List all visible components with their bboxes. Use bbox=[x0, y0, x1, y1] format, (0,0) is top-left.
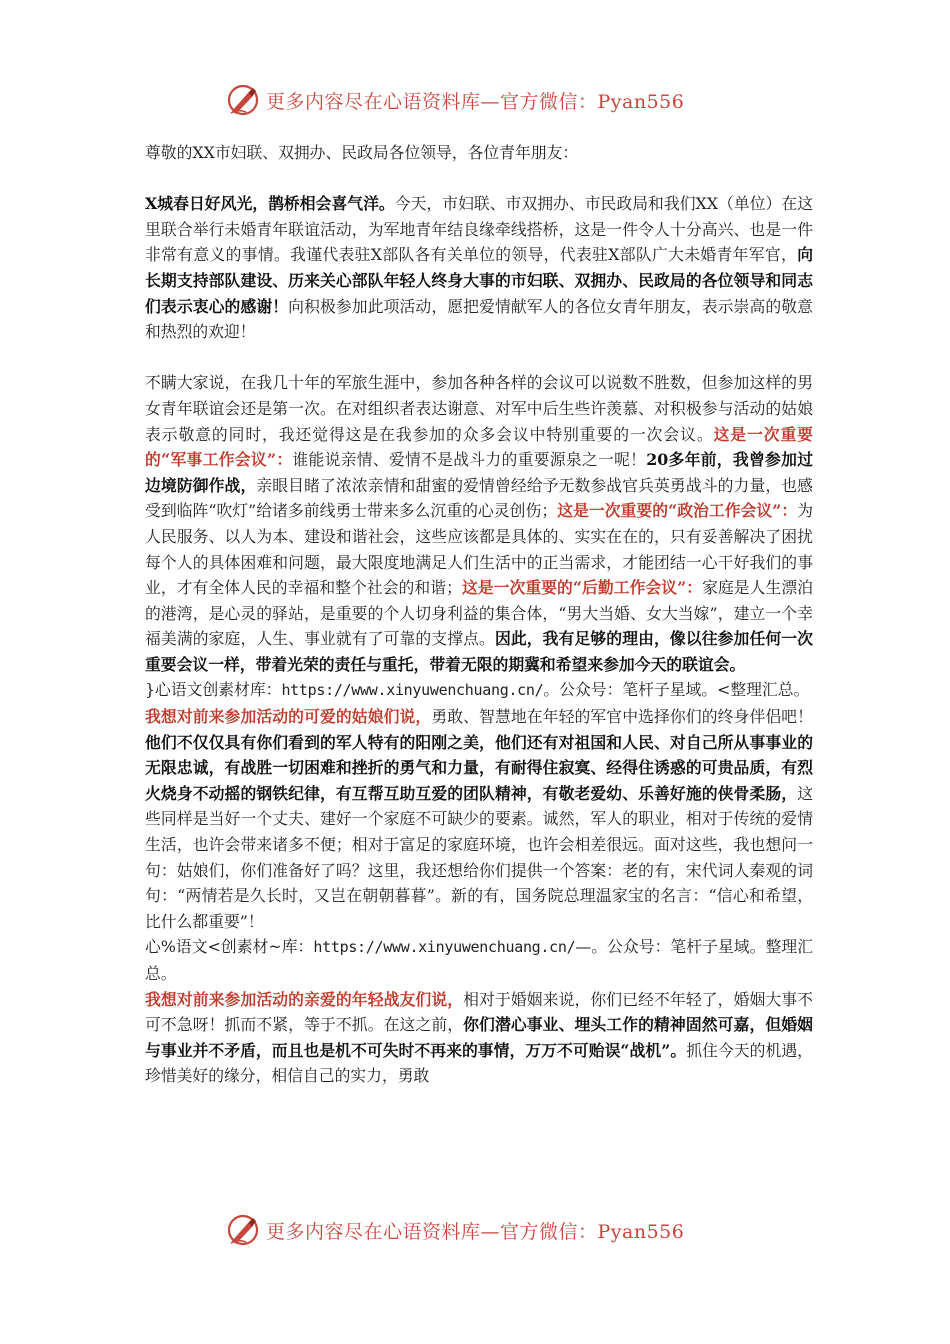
banner-text: 更多内容尽在心语资料库—官方微信：Pyan556 bbox=[266, 1220, 685, 1243]
p4-text-2: 抓住今天的机遇，珍惜美好的缘分，相信自己的实力，勇敢 bbox=[145, 1040, 813, 1086]
p2-red-3: 这是一次重要的“后勤工作会议”： bbox=[461, 578, 703, 598]
pen-logo-icon bbox=[226, 83, 260, 117]
p2-text-5: 家庭是人生漂泊的港湾，是心灵的驿站，是重要的个人切身利益的集合体，“男大当婚、女大当嫁”，建立一个幸福美满的家庭，人生、事业就有了可靠的支撑点。 bbox=[145, 578, 813, 649]
source-note-1 bbox=[145, 677, 813, 704]
p4-red-1: 我想对前来参加活动的亲爱的年轻战友们说， bbox=[145, 989, 464, 1009]
paragraph-2 bbox=[145, 370, 813, 677]
source-note-2 bbox=[145, 934, 813, 986]
p3-text-2: 这些同样是当好一个丈夫、建好一个家庭不可缺少的要素。诚然，军人的职业，相对于传统的爱情生活，也许会带来诸多不便；相对于富足的家庭环境，也许会相差很远。面对这些，我也想问一句：姑娘们，你们准备好了吗？这里，我还想给你们提供一个答案：老的有，宋代词人秦观的词句：“两情若是久长时，又岂在朝朝暮暮”。新的有，国务院总理温家宝的名言：“信心和希望，比什么都重要”！ bbox=[145, 783, 813, 931]
p4-bold-1: 你们潜心事业、埋头工作的精神固然可嘉，但婚姻与事业并不矛盾，而且也是机不可失时不再来的事情，万万不可贻误“战机”。 bbox=[145, 1015, 813, 1060]
paragraph-3 bbox=[145, 704, 813, 934]
p2-text-3: 亲眼目睹了浓浓亲情和甜蜜的爱情曾经给予无数参战官兵英勇战斗的力量，也感受到临阵“吹灯”给诸多前线勇士带来多么沉重的心灵创伤； bbox=[145, 475, 813, 521]
paragraph-1 bbox=[145, 191, 813, 345]
p4-text-1: 相对于婚姻来说，你们已经不年轻了，婚姻大事不可不急呀！抓而不紧，等于不抓。在这之前， bbox=[145, 989, 813, 1035]
p3-red-1: 我想对前来参加活动的可爱的姑娘们说， bbox=[145, 707, 432, 727]
note2-url-link[interactable]: https://www.xinyuwenchuang.cn/ bbox=[313, 938, 576, 957]
note1-suffix: 。公众号：笔杆子星域。<整理汇总。 bbox=[543, 680, 810, 700]
document-body bbox=[145, 140, 813, 1089]
p1-text-1: 今天，市妇联、市双拥办、市民政局和我们XX（单位）在这里联合举行未婚青年联谊活动，为军地青年结良缘牵线搭桥，这是一件令人十分高兴、也是一件非常有意义的事情。我谨代表驻X部队各有关单位的领导，代表驻X部队广大未婚青年军官， bbox=[145, 194, 813, 265]
p2-text-2: 谁能说亲情、爱情不是战斗力的重要源泉之一呢！ bbox=[292, 450, 647, 470]
p2-bold-2: 因此，我有足够的理由，像以往参加任何一次重要会议一样，带着光荣的责任与重托，带着无限的期冀和希望来参加今天的联谊会。 bbox=[145, 629, 813, 674]
p2-red-2: 这是一次重要的“政治工作会议”： bbox=[557, 501, 798, 521]
banner-text: 更多内容尽在心语资料库—官方微信：Pyan556 bbox=[266, 90, 685, 113]
p2-bold-1: 20多年前，我曾参加过边境防御作战， bbox=[145, 450, 813, 495]
p2-text-4: 为人民服务、以人为本、建设和谐社会，这些应该都是具体的、实实在在的，只有妥善解决了困扰每个人的具体困难和问题，最大限度地满足人们生活中的正当需求，才能团结一心干好我们的事业，才有全体人民的幸福和整个社会的和谐； bbox=[145, 501, 813, 598]
p1-bold-1: X城春日好风光，鹊桥相会喜气洋。 bbox=[145, 194, 395, 214]
note2-suffix: —。公众号：笔杆子星域。整理汇总。 bbox=[145, 937, 813, 983]
header-banner bbox=[226, 80, 726, 120]
greeting: 尊敬的XX市妇联、双拥办、民政局各位领导，各位青年朋友： bbox=[145, 143, 579, 162]
note2-prefix: 心%语文<创素材~库： bbox=[145, 937, 314, 957]
p1-bold-2: 向长期支持部队建设、历来关心部队年轻人终身大事的市妇联、双拥办、民政局的各位领导和同志们表示衷心的感谢！ bbox=[145, 245, 813, 316]
p1-text-2: 向积极参加此项活动，愿把爱情献军人的各位女青年朋友，表示崇高的敬意和热烈的欢迎！ bbox=[145, 296, 813, 342]
p3-text-1: 勇敢、智慧地在年轻的军官中选择你们的终身伴侣吧！ bbox=[431, 707, 813, 727]
p2-text-1: 不瞒大家说，在我几十年的军旅生涯中，参加各种各样的会议可以说数不胜数，但参加这样的男女青年联谊会还是第一次。在对组织者表达谢意、对军中后生些许羡慕、对积极参与活动的姑娘表示敬意的同时，我还觉得这是在我参加的众多会议中特别重要的一次会议。 bbox=[145, 373, 813, 444]
pen-logo-icon bbox=[226, 1213, 260, 1247]
note1-prefix: }心语文创素材库： bbox=[145, 680, 282, 700]
footer-banner bbox=[226, 1210, 726, 1250]
p3-bold-1: 他们不仅仅具有你们看到的军人特有的阳刚之美，他们还有对祖国和人民、对自己所从事事业的无限忠诚，有战胜一切困难和挫折的勇气和力量，有耐得住寂寞、经得住诱惑的可贵品质，有烈火烧身不动摇的钢铁纪律，有互帮互助互爱的团队精神，有敬老爱幼、乐善好施的侠骨柔肠， bbox=[145, 732, 813, 803]
note1-url-link[interactable]: https://www.xinyuwenchuang.cn/ bbox=[281, 681, 544, 700]
paragraph-4 bbox=[145, 987, 813, 1089]
p2-red-1: 这是一次重要的“军事工作会议”： bbox=[145, 424, 813, 470]
